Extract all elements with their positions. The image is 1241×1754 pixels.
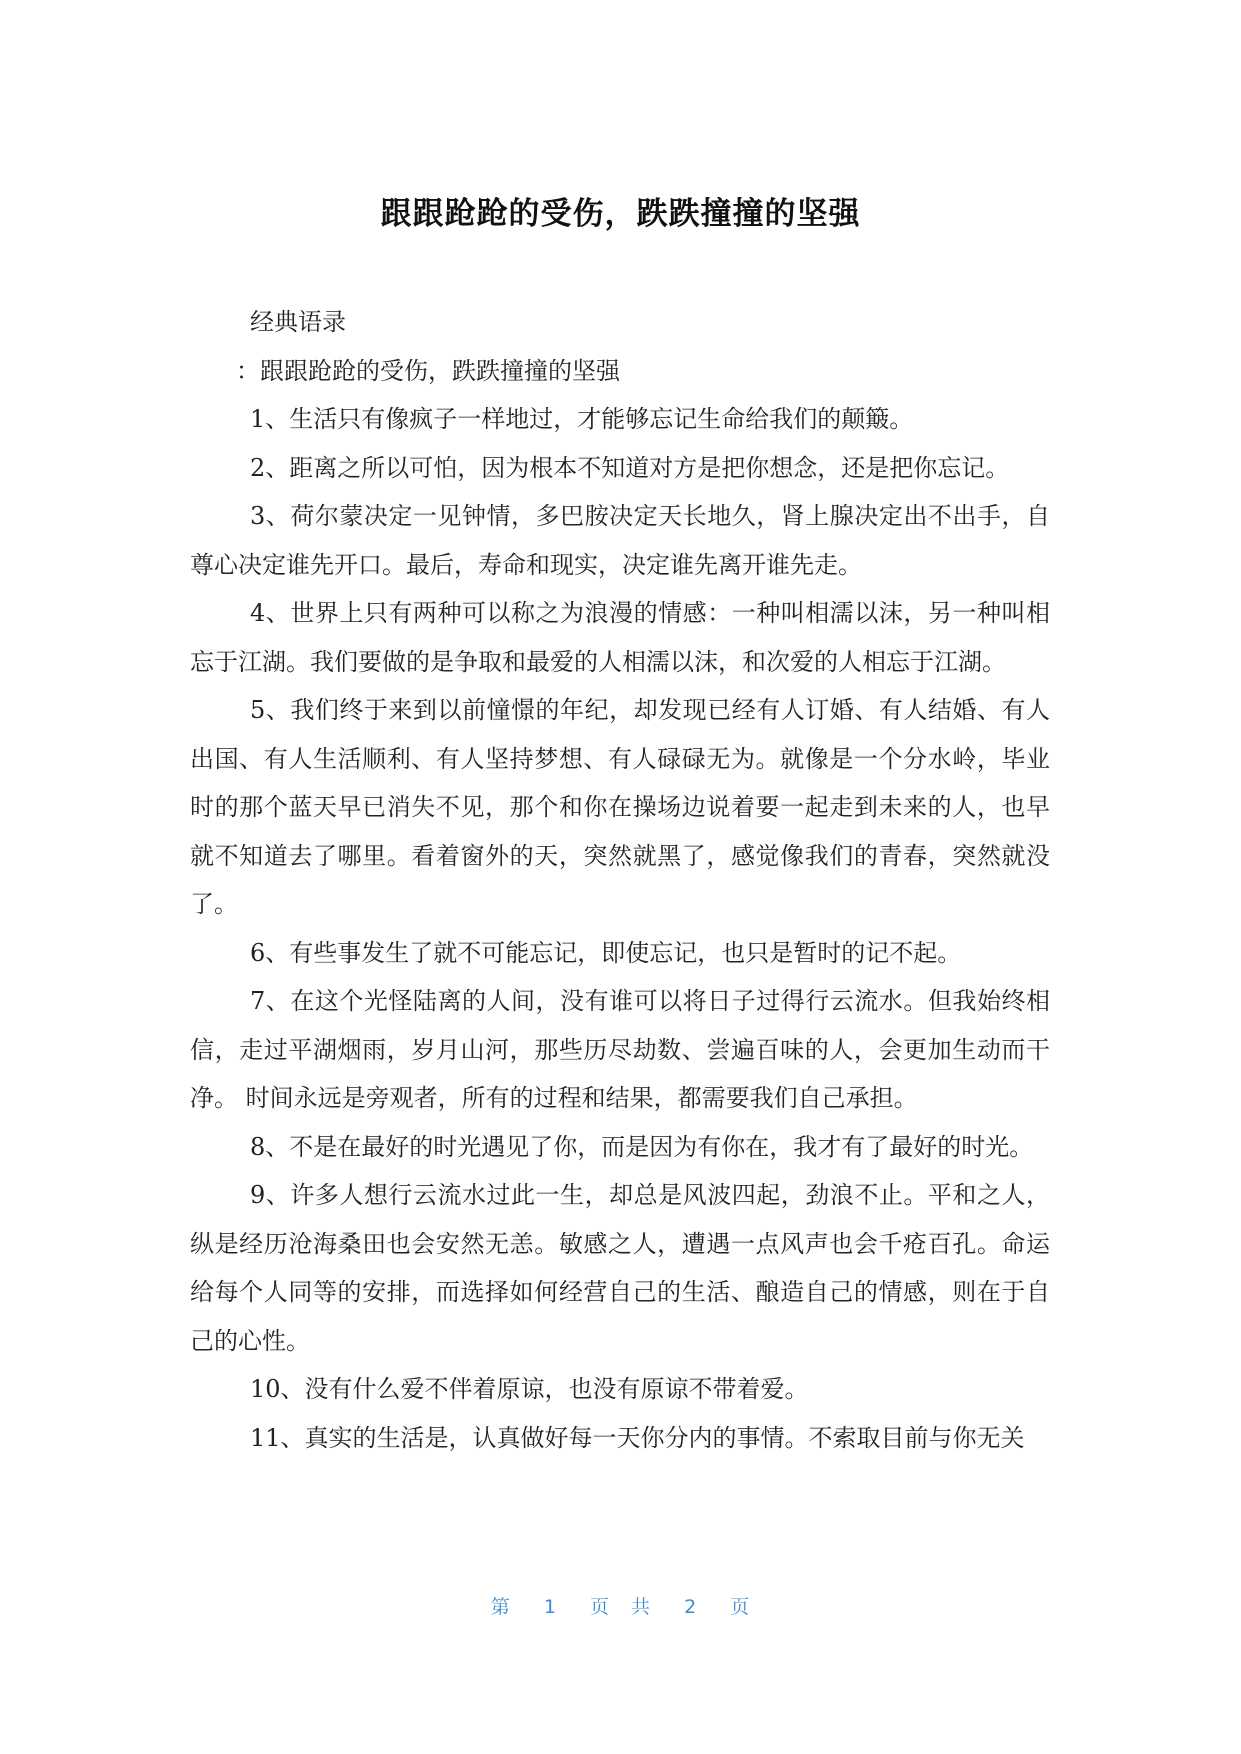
- quote-paragraph-5: 5、我们终于来到以前憧憬的年纪，却发现已经有人订婚、有人结婚、有人出国、有人生活顺利、有人坚持梦想、有人碌碌无为。就像是一个分水岭，毕业时的那个蓝天早已消失不见，那个和你在操场边说着要一起走到未来的人，也早就不知道去了哪里。看着窗外的天，突然就黑了，感觉像我们的青春，突然就没了。: [190, 696, 1050, 918]
- quote-paragraph-4: 4、世界上只有两种可以称之为浪漫的情感：一种叫相濡以沫，另一种叫相忘于江湖。我们要做的是争取和最爱的人相濡以沫，和次爱的人相忘于江湖。: [190, 599, 1050, 676]
- quote-paragraph-1: 1、生活只有像疯子一样地过，才能够忘记生命给我们的颠簸。: [250, 405, 914, 433]
- section-heading: 经典语录: [250, 308, 346, 336]
- quote-paragraph-7: 7、在这个光怪陆离的人间，没有谁可以将日子过得行云流水。但我始终相信，走过平湖烟雨，岁月山河，那些历尽劫数、尝遍百味的人，会更加生动而干净。 时间永远是旁观者，所有的过程和结果，都需要我们自己承担。: [190, 987, 1050, 1112]
- document-body: [190, 298, 1050, 1462]
- quote-paragraph-9: 9、许多人想行云流水过此一生，却总是风波四起，劲浪不止。平和之人，纵是经历沧海桑田也会安然无恙。敏感之人，遭遇一点风声也会千疮百孔。命运给每个人同等的安排，而选择如何经营自己的生活、酿造自己的情感，则在于自己的心性。: [190, 1181, 1050, 1355]
- subtitle-line: ：跟跟跄跄的受伤，跌跌撞撞的坚强: [236, 356, 620, 385]
- footer-mid: 页 共: [589, 1596, 652, 1618]
- quote-paragraph-8: 8、不是在最好的时光遇见了你，而是因为有你在，我才有了最好的时光。: [250, 1132, 1034, 1161]
- quote-paragraph-2: 2、距离之所以可怕，因为根本不知道对方是把你想念，还是把你忘记。: [250, 453, 1010, 482]
- quote-paragraph-10: 10、没有什么爱不伴着原谅，也没有原谅不带着爱。: [250, 1375, 809, 1403]
- current-page-number: 1: [543, 1596, 557, 1618]
- footer-suffix: 页: [730, 1596, 751, 1618]
- page-footer: [0, 1592, 1241, 1619]
- quote-paragraph-6: 6、有些事发生了就不可能忘记，即使忘记，也只是暂时的记不起。: [250, 938, 962, 967]
- quote-paragraph-3: 3、荷尔蒙决定一见钟情，多巴胺决定天长地久，肾上腺决定出不出手，自尊心决定谁先开口。最后，寿命和现实，决定谁先离开谁先走。: [190, 502, 1050, 579]
- total-pages-number: 2: [684, 1596, 698, 1618]
- footer-prefix: 第: [490, 1596, 511, 1618]
- document-title: 跟跟跄跄的受伤，跌跌撞撞的坚强: [380, 196, 861, 232]
- quote-paragraph-11: 11、真实的生活是，认真做好每一天你分内的事情。不索取目前与你无关: [250, 1423, 1025, 1452]
